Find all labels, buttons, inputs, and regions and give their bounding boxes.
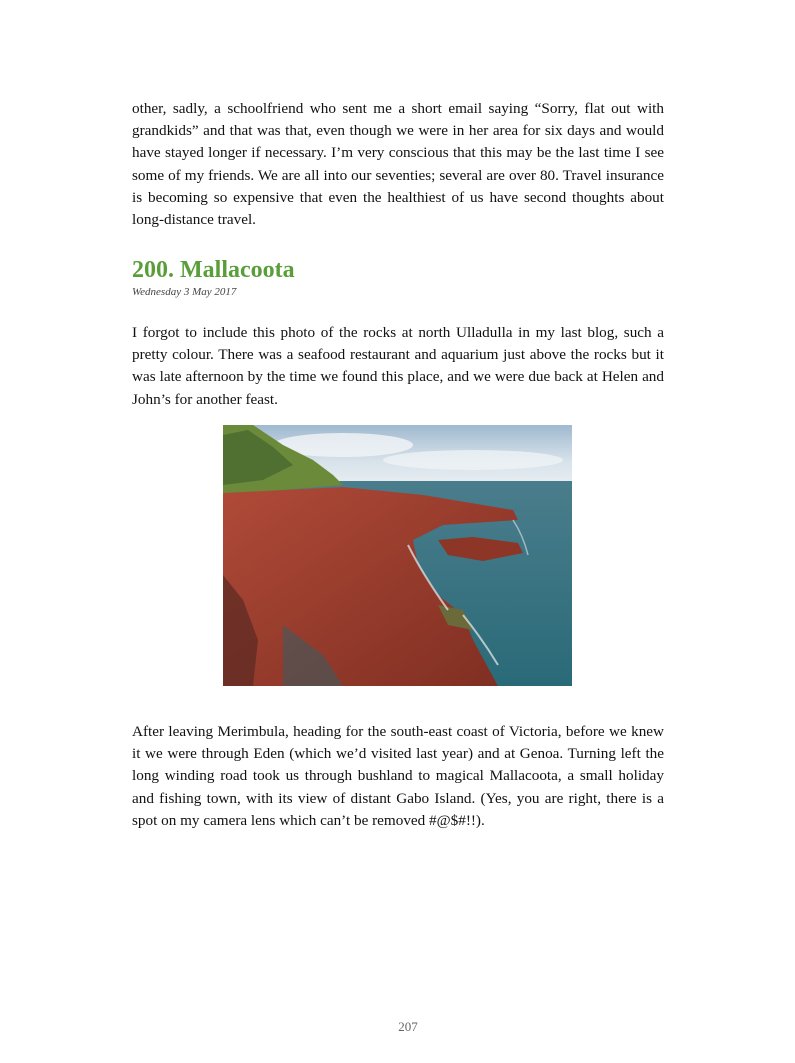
section-date: Wednesday 3 May 2017 bbox=[132, 286, 237, 298]
paragraph-rocks: I forgot to include this photo of the rocks at north Ulladulla in my last blog, such a pretty colour. There was a seafood restaurant and aquarium just above the rocks but it was late afternoon by the time we found this place, and we were due back at Helen and John’s for another feast. bbox=[132, 324, 664, 408]
rocks-photo-illustration bbox=[223, 425, 572, 686]
intro-paragraph: other, sadly, a schoolfriend who sent me a short email saying “Sorry, flat out with grandkids” and that was that, even though we were in her area for six days and would have stayed longer if necessary. I’m very conscious that this may be the last time I see some of my friends. We are all into our seventies; several are over 80. Travel insurance is becoming so expensive that even the healthiest of us have second thoughts about long-distance travel. bbox=[132, 100, 664, 229]
page-number: 207 bbox=[398, 1019, 418, 1034]
rocks-photo bbox=[223, 425, 572, 686]
paragraph-mallacoota: After leaving Merimbula, heading for the south-east coast of Victoria, before we knew it we were through Eden (which we’d visited last year) and at Genoa. Turning left the long winding road took us through bushland to magical Mallacoota, a small holiday and fishing town, with its view of distant Gabo Island. (Yes, you are right, there is a spot on my camera lens which can’t be removed #@$#!!). bbox=[132, 723, 664, 829]
section-title: 200. Mallacoota bbox=[132, 257, 295, 283]
